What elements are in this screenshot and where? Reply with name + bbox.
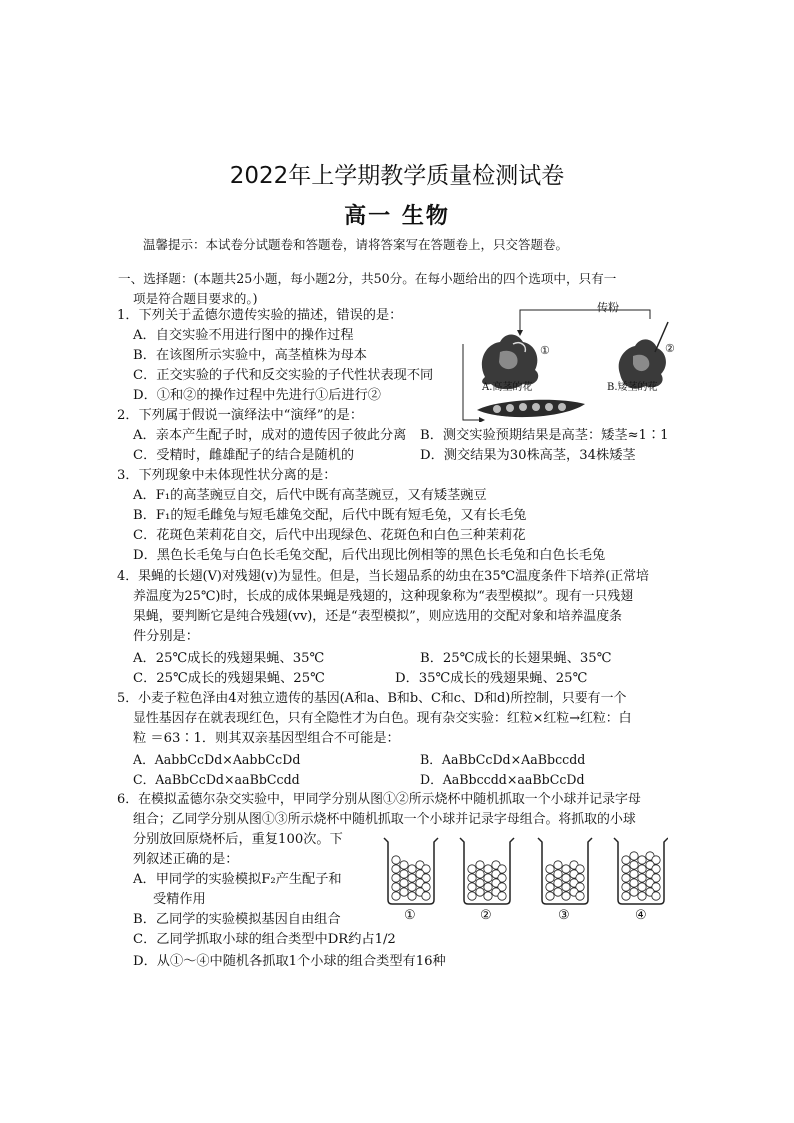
q6-stem-line3: 分别放回原烧杯后，重复100次。下 (133, 832, 343, 847)
beaker-label-2: ② (480, 908, 492, 923)
beaker-4-icon (614, 838, 668, 904)
q5-stem-line3: 粒 ＝63∶1．则其双亲基因型组合不可能是： (133, 731, 400, 746)
notice-text: 温馨提示：本试卷分试题卷和答题卷，请将答案写在答题卷上，只交答题卷。 (143, 237, 569, 252)
beaker-3-icon (538, 838, 592, 904)
q6-option-c: C．乙同学抓取小球的组合类型中DR约占1/2 (133, 932, 396, 947)
q5-option-d: D．AaBbccdd×aaBbCcDd (420, 772, 585, 787)
q6-option-a-line2: 受精作用 (153, 892, 206, 907)
q1-option-d: D．①和②的操作过程中先进行①后进行② (133, 388, 381, 403)
flower-number-2: ② (665, 342, 675, 355)
beaker-label-1: ① (404, 908, 416, 923)
flower-number-1: ① (540, 344, 550, 357)
q3-option-b: B．F₁的短毛雌兔与短毛雄兔交配，后代中既有短毛兔，又有长毛兔 (133, 508, 527, 523)
q4-option-d: D．35℃成长的残翅果蝇、25℃ (395, 671, 588, 686)
q1-option-a: A．自交实验不用进行图中的操作过程 (133, 328, 354, 343)
page-title: 2022年上学期教学质量检测试卷 (229, 163, 565, 189)
q5-option-b: B．AaBbCcDd×AaBbccdd (420, 752, 586, 767)
q3-option-c: C．花斑色茉莉花自交，后代中出现绿色、花斑色和白色三种茉莉花 (133, 528, 526, 543)
q5-option-c: C．AaBbCcDd×aaBbCcdd (133, 772, 300, 787)
q1-option-c: C．正交实验的子代和反交实验的子代性状表现不同 (133, 368, 434, 383)
section-heading-line1: 一、选择题：(本题共25小题，每小题2分，共50分。在每小题给出的四个选项中，只有一 (118, 271, 617, 286)
tall-flower-label: A.高茎的花 (482, 382, 533, 393)
q6-option-d: D．从①～④中随机各抓取1个小球的组合类型有16种 (133, 954, 446, 969)
q3-option-a: A．F₁的高茎豌豆自交，后代中既有高茎豌豆，又有矮茎豌豆 (133, 488, 487, 503)
q3-stem: 3．下列现象中未体现性状分离的是： (117, 468, 337, 483)
q6-stem-line1: 6．在模拟孟德尔杂交实验中，甲同学分别从图①②所示烧杯中随机抓取一个小球并记录字母 (117, 792, 641, 807)
q4-option-c: C．25℃成长的残翅果蝇、25℃ (133, 671, 325, 686)
q1-flower-figure (455, 292, 685, 422)
q4-stem-line3: 果蝇，要判断它是纯合残翅(vv)，还是“表型模拟”，则应选用的交配对象和培养温度条 (133, 609, 622, 624)
q5-option-a: A．AabbCcDd×AabbCcDd (133, 752, 301, 767)
beakers-figure (378, 836, 668, 928)
q2-option-d: D．测交结果为30株高茎，34株矮茎 (420, 448, 636, 463)
pollination-label: 传粉 (597, 301, 619, 314)
q2-option-c: C．受精时，雌雄配子的结合是随机的 (133, 448, 355, 463)
q3-option-d: D．黑色长毛兔与白色长毛兔交配，后代出现比例相等的黑色长毛兔和白色长毛兔 (133, 548, 606, 563)
q5-stem-line1: 5．小麦子粒色泽由4对独立遗传的基因(A和a、B和b、C和c、D和d)所控制，只要有一个 (117, 691, 627, 706)
beaker-2-icon (460, 838, 514, 904)
q4-option-b: B．25℃成长的长翅果蝇、35℃ (420, 651, 612, 666)
beaker-1-icon (384, 838, 438, 904)
q2-stem: 2．下列属于假说一演绎法中“演绎”的是： (117, 408, 364, 423)
pea-pod-icon (477, 400, 585, 417)
q2-option-a: A．亲本产生配子时，成对的遗传因子彼此分离 (133, 428, 407, 443)
q6-option-a-line1: A．甲同学的实验模拟F₂产生配子和 (133, 872, 342, 887)
page-subtitle: 高一 生物 (344, 204, 450, 229)
beaker-label-4: ④ (635, 908, 647, 923)
q4-stem-line2: 养温度为25℃)时，长成的成体果蝇是残翅的，这种现象称为“表型模拟”。现有一只残翅 (133, 589, 634, 604)
q4-stem-line1: 4．果蝇的长翅(V)对残翅(v)为显性。但是，当长翅品系的幼虫在35℃温度条件下培养(正常培 (117, 569, 649, 584)
q6-stem-line2: 组合；乙同学分别从图①③所示烧杯中随机抓取一个小球并记录字母组合。将抓取的小球 (133, 812, 636, 827)
q2-option-b: B．测交实验预期结果是高茎：矮茎≈1∶1 (420, 428, 669, 443)
q5-stem-line2: 显性基因存在就表现红色，只有全隐性才为白色。现有杂交实验：红粒×红粒→红粒：白 (133, 711, 632, 726)
short-flower-label: B.矮茎的花 (607, 382, 658, 393)
q1-stem: 1．下列关于孟德尔遗传实验的描述，错误的是： (117, 308, 403, 323)
q6-option-b: B．乙同学的实验模拟基因自由组合 (133, 912, 341, 927)
q1-option-b: B．在该图所示实验中，高茎植株为母本 (133, 348, 367, 363)
section-heading-line2: 项是符合题目要求的。) (133, 291, 258, 306)
q4-stem-line4: 件分别是： (133, 629, 199, 644)
q6-stem-line4: 列叙述正确的是： (133, 852, 239, 867)
beaker-label-3: ③ (558, 908, 570, 923)
q4-option-a: A．25℃成长的残翅果蝇、35℃ (133, 651, 325, 666)
